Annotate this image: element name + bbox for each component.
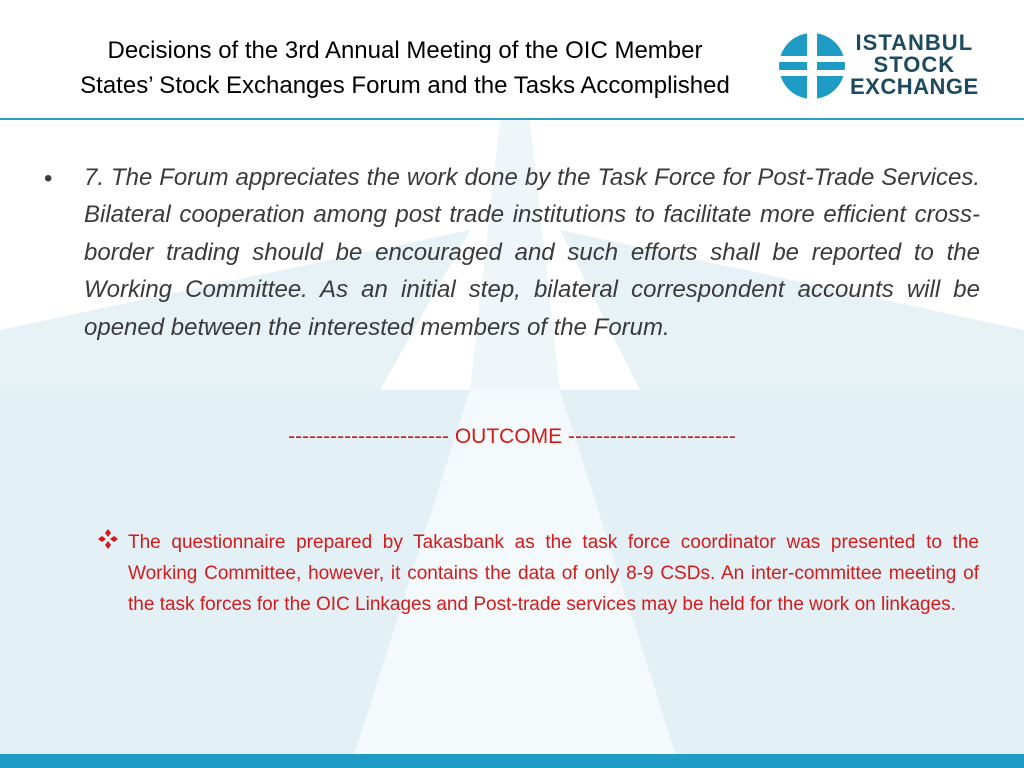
slide-title-line-2: States’ Stock Exchanges Forum and the Tasks Accomplished (80, 72, 730, 99)
main-point-text: 7. The Forum appreciates the work done by the Task Force for Post-Trade Services. Bilateral cooperation among post trade institutions to facilitate more efficient cross-border trading should be encouraged and such efforts shall be reported to the Working Committee. As an initial step, bilateral correspondent accounts will be opened between the interested members of the Forum. (84, 164, 980, 341)
main-bullet: • (44, 165, 53, 192)
header-divider (0, 118, 1024, 120)
footer-bar (0, 754, 1024, 768)
outcome-heading: ----------------------- OUTCOME ------------------------ (288, 425, 736, 448)
logo-word-exchange: EXCHANGE (850, 74, 979, 99)
diamond-bullet-icon (96, 527, 120, 551)
logo-word-stock: STOCK (873, 52, 956, 77)
slide-title-line-1: Decisions of the 3rd Annual Meeting of the OIC Member (107, 37, 703, 64)
outcome-text: The questionnaire prepared by Takasbank as the task force coordinator was presented to the Working Committee, however, it contains the data of only 8-9 CSDs. An inter-committee meeting of the task forces for the OIC Linkages and Post-trade services may be held for the work on linkages. (128, 532, 979, 615)
logo-word-istanbul: ISTANBUL (855, 30, 974, 55)
